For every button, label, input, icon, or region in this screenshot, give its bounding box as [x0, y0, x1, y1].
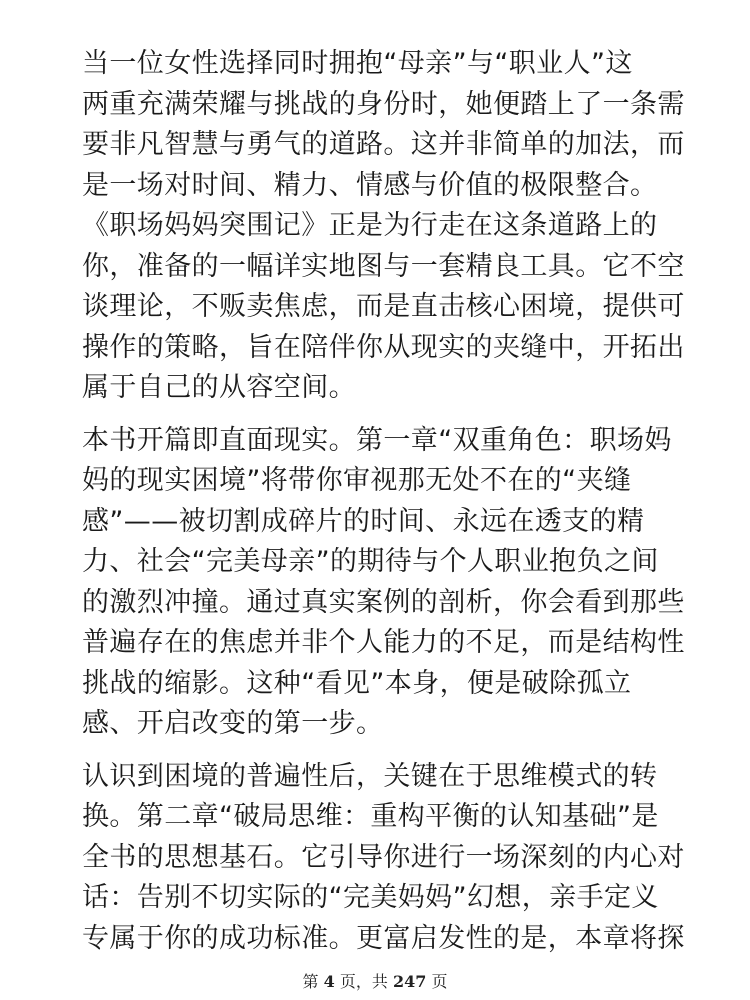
text-line: 挑战的缩影。这种“看见”本身，便是破除孤立 [82, 667, 632, 699]
text-line: 话：告别不切实际的“完美妈妈”幻想，亲手定义 [82, 882, 659, 913]
text-line: 你，准备的一幅详实地图与一套精良工具。它不空 [82, 250, 685, 282]
total-page-count: 247 [392, 972, 427, 991]
footer-middle: 页，共 [339, 972, 388, 991]
text-line: 感、开启改变的第一步。 [82, 708, 384, 739]
text-line: 的激烈冲撞。通过真实案例的剖析，你会看到那些 [82, 586, 685, 618]
footer-prefix: 第 [302, 972, 319, 991]
text-line: 当一位女性选择同时拥抱“母亲”与“职业人”这 [82, 48, 633, 79]
text-line: 谈理论，不贩卖焦虑，而是直击核心困境，提供可 [82, 291, 685, 322]
text-line: 力、社会“完美母亲”的期待与个人职业抱负之间 [82, 546, 659, 577]
text-line: 要非凡智慧与勇气的道路。这并非简单的加法，而 [82, 129, 685, 160]
footer-suffix: 页 [431, 972, 448, 991]
paragraph-1 [82, 44, 685, 409]
current-page-number: 4 [323, 972, 335, 991]
text-line: 感”——被切割成碎片的时间、永远在透支的精 [82, 505, 645, 537]
text-line: 认识到困境的普遍性后，关键在于思维模式的转 [82, 760, 658, 792]
text-line: 普遍存在的焦虑并非个人能力的不足，而是结构性 [82, 627, 685, 658]
text-line: 妈的现实困境”将带你审视那无处不在的“夹缝 [82, 465, 632, 496]
text-line: 两重充满荣耀与挑战的身份时，她便踏上了一条需 [82, 88, 685, 120]
text-line: 专属于你的成功标准。更富启发性的是，本章将探 [82, 922, 685, 954]
text-line: 属于自己的从容空间。 [82, 372, 356, 403]
text-line: 《职场妈妈突围记》正是为行走在这条道路上的 [82, 210, 658, 241]
text-line: 是一场对时间、精力、情感与价值的极限整合。 [82, 169, 658, 201]
paragraph-2 [82, 421, 685, 745]
page-footer [0, 972, 750, 992]
text-line: 全书的思想基石。它引导你进行一场深刻的内心对 [82, 841, 685, 873]
paragraph-3 [82, 757, 685, 960]
text-line: 本书开篇即直面现实。第一章“双重角色：职场妈 [82, 424, 672, 456]
text-line: 换。第二章“破局思维：重构平衡的认知基础”是 [82, 801, 659, 832]
document-body [82, 44, 685, 971]
text-line: 操作的策略，旨在陪伴你从现实的夹缝中，开拓出 [82, 331, 685, 363]
